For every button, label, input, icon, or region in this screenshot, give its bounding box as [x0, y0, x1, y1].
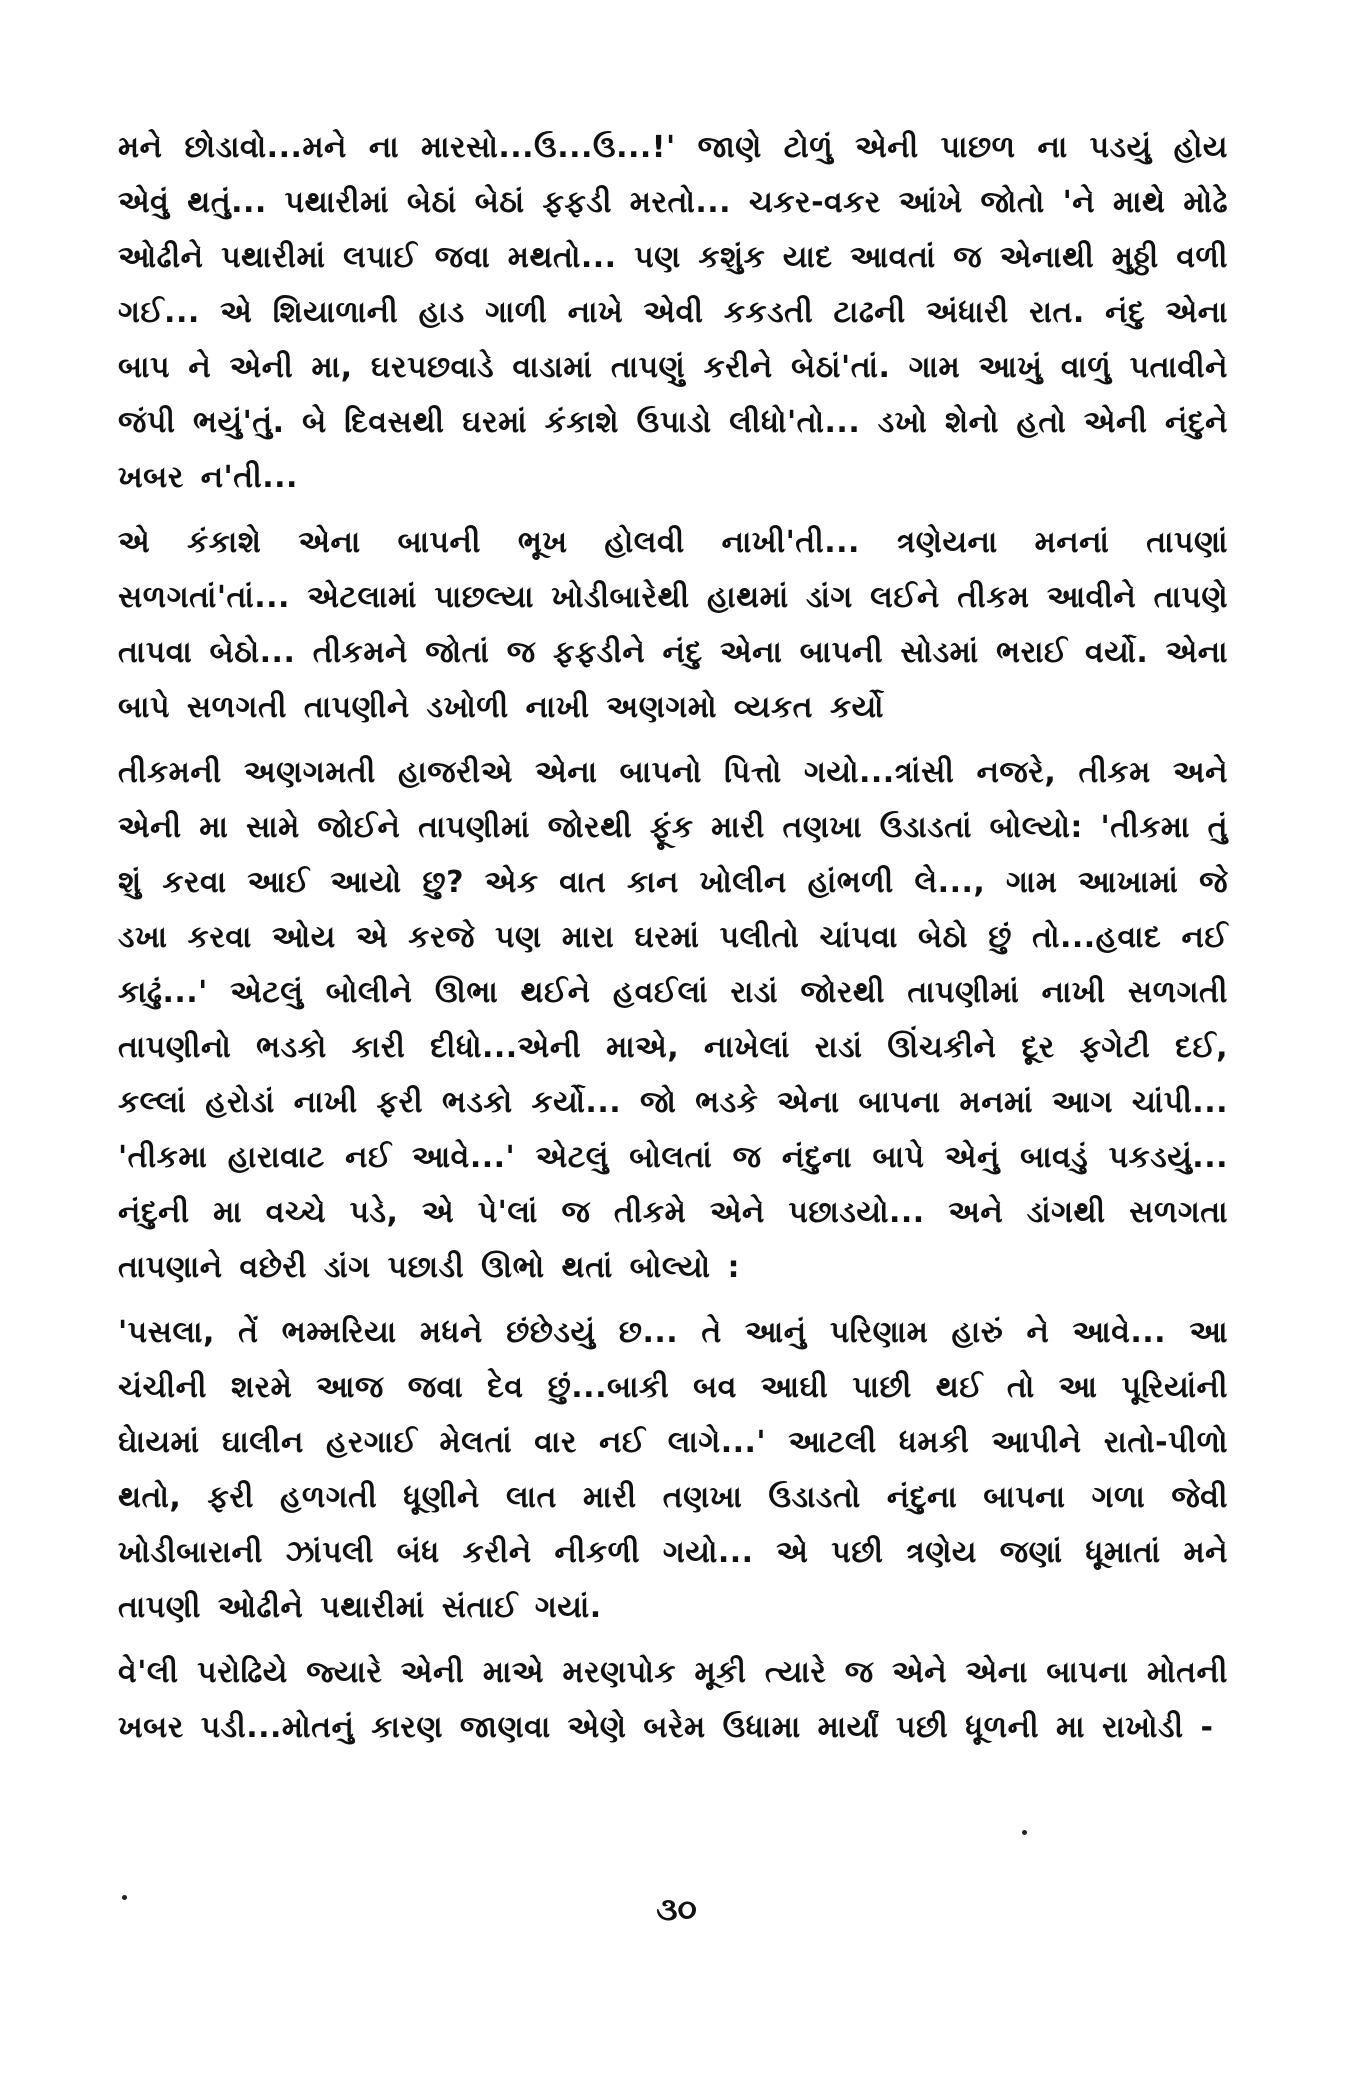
paragraph-2: એ કંકાશે એના બાપની ભૂખ હોલવી નાખી'તી... ત્રણેયના મનનાં તાપણાં સળગતાં'તાં... એટલામાં પાછલ્યા ખોડીબારેથી હાથમાં ડાંગ લઈને તીકમ આવીને તાપણે તાપવા બેઠો... તીકમને જોતાં જ ફફડીને નંદુ એના બાપની સોડમાં ભરાઈ વર્યો. એના બાપે સળગતી તાપણીને ડખોળી નાખી અણગમો વ્યકત કર્યો — [118, 525, 1228, 725]
paragraph-4: 'પસલા, તેં ભમ્મરિયા મધને છંછેડયું છ... તે આનું પરિણામ હારું ને આવે... આ ચંચીની શરમે આજ જવા દેવ છું...બાકી બવ આઘી પાછી થઈ તો આ પૂરિયાંની ઘેાયમાં ઘાલીન હરગાઈ મેલતાં વાર નઈ લાગે...' આટલી ધમકી આપીને રાતો-પીળો થતો, ફરી હળગતી ધૂણીને લાત મારી તણખા ઉડાડતો નંદુના બાપના ગળા જેવી ખોડીબારાની ઝાંપલી બંધ કરીને નીકળી ગયો... એ પછી ત્રણેય જણાં ધૂમાતાં મને તાપણી ઓઢીને પથારીમાં સંતાઈ ગયાં. — [118, 1315, 1228, 1625]
paragraph-5: વે'લી પરોઢિયે જ્યારે એની માએ મરણપોક મૂકી ત્યારે જ એને એના બાપના મોતની ખબર પડી...મોતનું કારણ જાણવા એણે બરેમ ઉધામા માર્યાં પછી ધૂળની મા રાખોડી - — [118, 1655, 1228, 1745]
scan-speck — [1022, 1830, 1027, 1835]
page-number: ૩૦ — [656, 1890, 697, 1928]
body-text — [118, 120, 1228, 1765]
paragraph-1: મને છોડાવો...મને ના મારસો...ઉ...ઉ...!' જાણે ટોળું એની પાછળ ના પડયું હોય એવું થતું... પથારીમાં બેઠાં બેઠાં ફફડી મરતો... ચકર-વકર આંખે જોતો 'ને માથે મોઢે ઓઢીને પથારીમાં લપાઈ જવા મથતો... પણ કશુંક યાદ આવતાં જ એનાથી મુઠ્ઠી વળી ગઈ... એ શિયાળાની હાડ ગાળી નાખે એવી કકડતી ટાઢની અંધારી રાત. નંદુ એના બાપ ને એની મા, ઘરપછવાડે વાડામાં તાપણું કરીને બેઠાં'તાં. ગામ આખું વાળું પતાવીને જંપી ભયું'તું. બે દિવસથી ઘરમાં કંકાશે ઉપાડો લીધો'તો... ડખો શેનો હતો એની નંદુને ખબર ન'તી... — [118, 130, 1228, 495]
paragraph-3: તીકમની અણગમતી હાજરીએ એના બાપનો પિત્તો ગયો...ત્રાંસી નજરે, તીકમ અને એની મા સામે જોઈને તાપણીમાં જોરથી ફૂંક મારી તણખા ઉડાડતાં બોલ્યો: 'તીકમા તું શું કરવા આઈ આયો છુ? એક વાત કાન ખોલીન હાંભળી લે..., ગામ આખામાં જે ડખા કરવા ઓય એ કરજે પણ મારા ઘરમાં પલીતો ચાંપવા બેઠો છું તો...હવાદ નઈ કાઢું...' એટલું બોલીને ઊભા થઈને હવઈલાં રાડાં જોરથી તાપણીમાં નાખી સળગતી તાપણીનો ભડકો કારી દીધો...એની માએ, નાખેલાં રાડાં ઊંચકીને દૂર ફગેટી દઈ, કલ્લાં હરોડાં નાખી ફરી ભડકો કર્યો... જો ભડકે એના બાપના મનમાં આગ ચાંપી... 'તીકમા હારાવાટ નઈ આવે...' એટલું બોલતાં જ નંદુના બાપે એનું બાવડું પકડયું... નંદુની મા વચ્ચે પડે, એ પે'લાં જ તીકમે એને પછાડયો... અને ડાંગથી સળગતા તાપણાને વછેરી ડાંગ પછાડી ઊભો થતાં બોલ્યો : — [118, 755, 1228, 1285]
scan-speck — [122, 1895, 127, 1900]
